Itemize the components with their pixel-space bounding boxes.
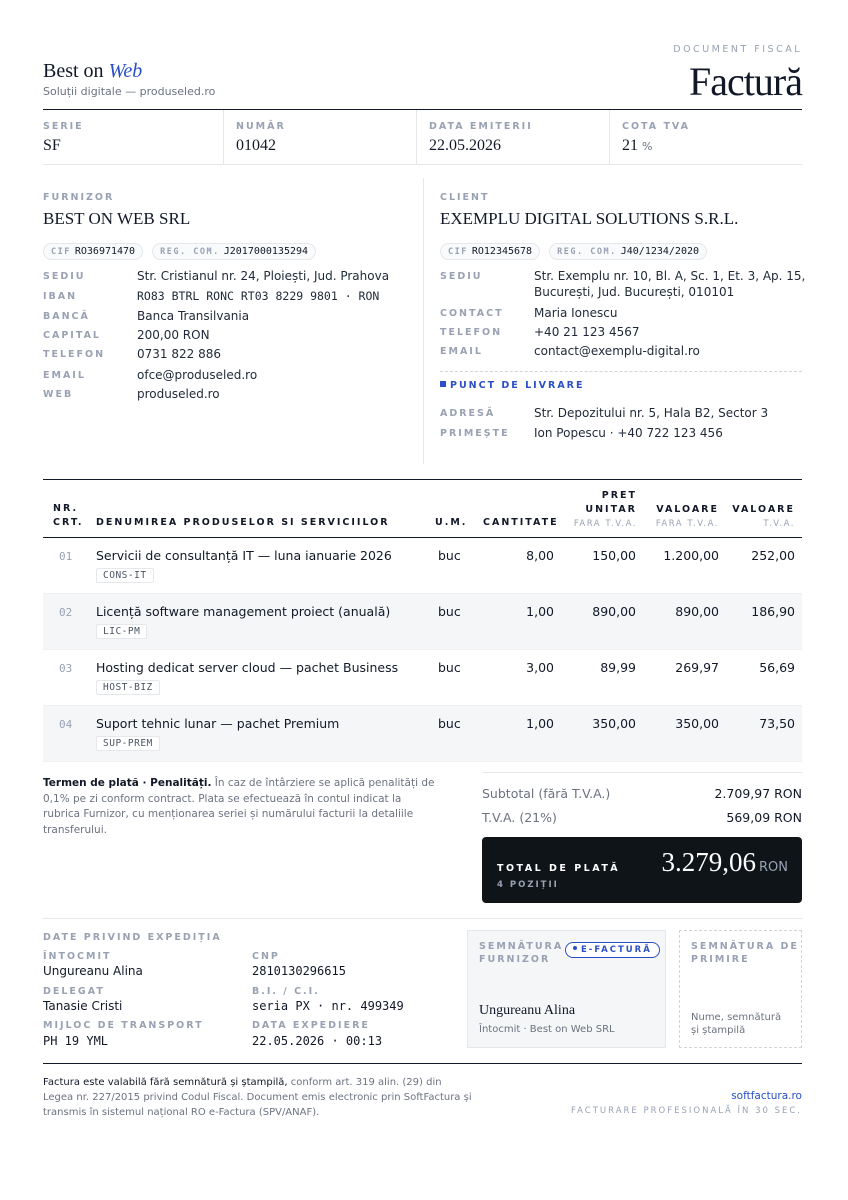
supplier-field-label: WEB	[43, 389, 74, 400]
square-bullet-icon	[440, 381, 446, 387]
receipt-note-line2: și ștampilă	[691, 1025, 746, 1036]
document-kind: DOCUMENT FISCAL	[673, 44, 802, 55]
receipt-signature-note	[691, 1011, 781, 1037]
receipt-note-line1: Nume, semnătură	[691, 1012, 782, 1023]
client-name: EXEMPLU DIGITAL SOLUTIONS S.R.L.	[440, 209, 739, 228]
subtotal-label: Subtotal (fără T.V.A.)	[482, 786, 611, 801]
client-contact: Maria Ionescu	[534, 306, 618, 320]
delegate: Tanasie Cristi	[43, 999, 123, 1013]
delivery-receiver-label: PRIMEȘTE	[440, 428, 510, 439]
supplier-field-label: SEDIU	[43, 271, 86, 282]
receipt-signature-box	[679, 930, 802, 1048]
th-nr-line1: NR.	[53, 503, 79, 514]
client-seat-line1: Str. Exemplu nr. 10, Bl. A, Sc. 1, Et. 3, Ap. 15,	[534, 269, 806, 283]
supplier-signer-note: Întocmit · Best on Web SRL	[479, 1024, 615, 1035]
receipt-signature-label-line1: SEMNĂTURA DE	[691, 941, 799, 952]
row-code: LIC-PM	[96, 624, 147, 639]
table-row	[43, 538, 802, 594]
vat-total-value: 569,09 RON	[726, 810, 802, 825]
brand-name-part1: Best on	[43, 60, 109, 82]
row-quantity: 8,00	[526, 548, 554, 563]
transport: PH 19 YML	[43, 1034, 109, 1048]
client-seat-label: SEDIU	[440, 271, 483, 282]
series-value: SF	[43, 137, 61, 154]
efactura-badge	[565, 942, 660, 958]
table-row	[43, 594, 802, 650]
th-value-sub: FARA T.V.A.	[655, 519, 719, 529]
vat-rate-label: COTA TVA	[622, 121, 690, 132]
party-divider	[423, 178, 424, 464]
row-code: HOST-BIZ	[96, 680, 160, 695]
delivery-heading-text: PUNCT DE LIVRARE	[450, 380, 585, 391]
delivery-address: Str. Depozitului nr. 5, Hala B2, Sector 3	[534, 406, 769, 420]
supplier-field-label: BANCĂ	[43, 311, 90, 322]
row-vat: 56,69	[759, 660, 795, 675]
row-number: 04	[59, 718, 73, 731]
subtotal-line	[482, 786, 802, 801]
footer-note-text: conform art. 319 alin. (29) din Legea nr. 227/2015 privind Codul Fiscal. Document emis electronic prin SoftFactura și transmis în sistemul național RO e-Factura (SPV/ANAF).	[43, 1077, 472, 1118]
row-um: buc	[438, 548, 461, 563]
th-value	[656, 503, 719, 531]
table-header	[43, 479, 802, 538]
delivery-heading	[440, 380, 584, 391]
client-reg: J40/1234/2020	[620, 246, 700, 257]
row-description: Licență software management proiect (anuală)	[96, 604, 391, 619]
issued-by-label: ÎNTOCMIT	[43, 951, 112, 962]
series-label: SERIE	[43, 121, 84, 132]
receipt-signature-label-line2: PRIMIRE	[691, 954, 750, 965]
transport-label: MIJLOC DE TRANSPORT	[43, 1020, 204, 1031]
efactura-label: E-FACTURĂ	[581, 945, 652, 955]
supplier-field-label: IBAN	[43, 291, 78, 302]
table-row	[43, 706, 802, 762]
totals-divider	[482, 772, 802, 773]
client-email-label: EMAIL	[440, 346, 483, 357]
row-vat: 73,50	[759, 716, 795, 731]
grand-total-box	[482, 837, 802, 903]
th-um: U.M.	[435, 517, 468, 528]
items-table	[43, 479, 802, 762]
vat-rate-number: 21	[622, 137, 638, 154]
shipping-heading: DATE PRIVIND EXPEDIȚIA	[43, 932, 222, 943]
th-quantity: CANTITATE	[483, 517, 559, 528]
client-reg-pill	[549, 243, 707, 260]
supplier-capital: 200,00 RON	[137, 328, 210, 342]
cnp-value: 2810130296615	[252, 964, 346, 978]
row-value: 1.200,00	[663, 548, 719, 563]
th-vat-line: VALOARE	[732, 504, 795, 515]
row-um: buc	[438, 604, 461, 619]
row-value: 269,97	[675, 660, 719, 675]
row-code: SUP-PREM	[96, 736, 160, 751]
footer-divider	[43, 1063, 802, 1064]
supplier-reg: J2017000135294	[223, 246, 309, 257]
th-price-sub: FARA T.V.A.	[573, 519, 637, 529]
vat-total-label: T.V.A. (21%)	[482, 810, 557, 825]
ship-date-label: DATA EXPEDIERE	[252, 1020, 370, 1031]
row-quantity: 1,00	[526, 716, 554, 731]
supplier-email[interactable]: ofce@produseled.ro	[137, 368, 258, 382]
row-unit-price: 89,99	[600, 660, 636, 675]
id-card: seria PX · nr. 499349	[252, 999, 404, 1013]
supplier-ids	[43, 239, 320, 260]
supplier-signature-label	[479, 940, 563, 966]
supplier-phone: 0731 822 886	[137, 347, 221, 361]
brand-tagline: Soluții digitale — produseled.ro	[43, 85, 216, 98]
delivery-receiver: Ion Popescu · +40 722 123 456	[534, 426, 723, 440]
row-unit-price: 350,00	[592, 716, 636, 731]
footer-link[interactable]: softfactura.ro	[731, 1090, 802, 1102]
subtotal-value: 2.709,97 RON	[714, 786, 802, 801]
client-cif-label: CIF	[448, 247, 468, 257]
supplier-cif: RO36971470	[74, 246, 136, 257]
row-description: Hosting dedicat server cloud — pachet Business	[96, 660, 399, 675]
th-price-line2: UNITAR	[585, 504, 637, 515]
client-cif-pill	[440, 243, 540, 260]
grand-total-label: TOTAL DE PLATĂ	[497, 863, 621, 874]
delivery-address-label: ADRESĂ	[440, 408, 496, 419]
row-number: 02	[59, 606, 73, 619]
terms-text: În caz de întârziere se aplică penalități de 0,1% pe zi conform contract. Plata se efectuează în contul indicat la rubrica Furnizor, cu menționarea seriei și numărului facturii la detaliile transferului.	[43, 777, 435, 836]
row-number: 01	[59, 550, 73, 563]
ship-date: 22.05.2026 · 00:13	[252, 1034, 383, 1048]
supplier-name: BEST ON WEB SRL	[43, 209, 191, 228]
number-value: 01042	[236, 137, 276, 154]
table-row	[43, 650, 802, 706]
row-description: Suport tehnic lunar — pachet Premium	[96, 716, 340, 731]
cnp-label: CNP	[252, 951, 280, 962]
supplier-web[interactable]: produseled.ro	[137, 387, 220, 401]
supplier-signature-box	[467, 930, 666, 1048]
client-email[interactable]: contact@exemplu-digital.ro	[534, 344, 700, 358]
supplier-field-label: TELEFON	[43, 349, 106, 360]
row-unit-price: 150,00	[592, 548, 636, 563]
row-number: 03	[59, 662, 73, 675]
client-cif: RO12345678	[471, 246, 533, 257]
date-label: DATA EMITERII	[429, 121, 533, 132]
meta-number	[223, 110, 416, 164]
vat-rate-value	[622, 137, 802, 155]
payment-terms	[43, 776, 435, 838]
vat-total-line	[482, 810, 802, 825]
number-label: NUMĂR	[236, 121, 286, 132]
footer-note-bold: Factura este valabilă fără semnătură și ștampilă,	[43, 1077, 288, 1088]
row-vat: 252,00	[751, 548, 795, 563]
client-seat-line2: București, Jud. București, 010101	[534, 285, 735, 299]
supplier-bank: Banca Transilvania	[137, 309, 250, 323]
grand-total-currency: RON	[759, 860, 788, 875]
row-description: Servicii de consultanță IT — luna ianuarie 2026	[96, 548, 392, 563]
vat-rate-unit: %	[642, 140, 653, 153]
supplier-signature-label-line2: FURNIZOR	[479, 954, 551, 965]
th-price-line1: PRET	[601, 490, 637, 501]
supplier-cif-label: CIF	[51, 247, 71, 257]
supplier-iban: RO83 BTRL RONC RT03 8229 9801 · RON	[137, 289, 380, 303]
brand-name-part2: Web	[108, 60, 143, 82]
delegate-label: DELEGAT	[43, 986, 105, 997]
row-value: 350,00	[675, 716, 719, 731]
client-reg-label: REG. COM.	[557, 247, 617, 257]
row-quantity: 1,00	[526, 604, 554, 619]
th-unit-price	[574, 489, 637, 531]
supplier-field-label: CAPITAL	[43, 330, 101, 341]
invoice-meta	[43, 110, 802, 165]
date-value: 22.05.2026	[429, 137, 501, 154]
shipping-divider	[43, 918, 802, 919]
row-code: CONS-IT	[96, 568, 154, 583]
footer-tagline: FACTURARE PROFESIONALĂ ÎN 30 SEC.	[571, 1106, 802, 1116]
issued-by: Ungureanu Alina	[43, 964, 143, 978]
row-unit-price: 890,00	[592, 604, 636, 619]
meta-date	[416, 110, 609, 164]
supplier-seat: Str. Cristianul nr. 24, Ploiești, Jud. Prahova	[137, 269, 390, 283]
th-description: DENUMIREA PRODUSELOR SI SERVICIILOR	[96, 517, 390, 528]
supplier-reg-label: REG. COM.	[160, 247, 220, 257]
supplier-signer: Ungureanu Alina	[479, 1003, 576, 1018]
terms-title: Termen de plată · Penalități.	[43, 777, 212, 789]
document-title: Factură	[689, 59, 802, 104]
supplier-cif-pill	[43, 243, 143, 260]
th-nr	[53, 502, 84, 530]
client-contact-label: CONTACT	[440, 308, 504, 319]
th-nr-line2: CRT.	[53, 517, 84, 528]
supplier-signature-label-line1: SEMNĂTURA	[479, 941, 564, 952]
meta-vat	[609, 110, 802, 164]
footer-note	[43, 1075, 473, 1120]
grand-total-amount	[662, 847, 789, 878]
client-phone: +40 21 123 4567	[534, 325, 640, 339]
supplier-heading: FURNIZOR	[43, 192, 115, 203]
supplier-reg-pill	[152, 243, 316, 260]
grand-total-items: 4 POZIȚII	[497, 880, 559, 890]
dot-icon	[573, 946, 577, 950]
row-value: 890,00	[675, 604, 719, 619]
supplier-field-label: EMAIL	[43, 370, 86, 381]
grand-total-value: 3.279,06	[661, 847, 756, 877]
id-card-label: B.I. / C.I.	[252, 986, 320, 997]
row-vat: 186,90	[751, 604, 795, 619]
row-um: buc	[438, 716, 461, 731]
th-vat	[732, 503, 795, 531]
th-vat-sub: T.V.A.	[763, 519, 795, 529]
brand-logo	[43, 60, 142, 83]
client-phone-label: TELEFON	[440, 327, 503, 338]
row-um: buc	[438, 660, 461, 675]
row-quantity: 3,00	[526, 660, 554, 675]
receipt-signature-label	[691, 940, 799, 966]
client-ids	[440, 239, 711, 260]
client-heading: CLIENT	[440, 192, 490, 203]
th-value-line: VALOARE	[656, 504, 719, 515]
delivery-divider	[440, 371, 802, 372]
meta-series	[43, 110, 223, 164]
